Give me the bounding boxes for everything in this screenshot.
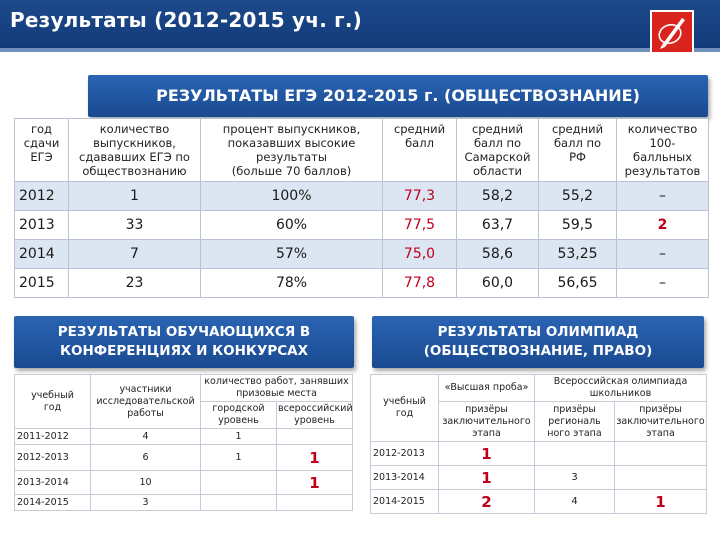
table-row [15, 429, 353, 445]
table-row [15, 182, 709, 211]
table-row [15, 211, 709, 240]
conf-year-cell: 2012-2013 [15, 445, 91, 471]
ege-avg-cell: 77,8 [383, 269, 457, 298]
olymp-year-cell: 2014-2015 [371, 490, 439, 514]
conf-header-works: количество работ, занявших призовые места [201, 375, 353, 402]
ege-year-cell: 2012 [15, 182, 69, 211]
olymp-year-cell: 2013-2014 [371, 466, 439, 490]
olymp-final-cell [615, 466, 707, 490]
conf-russia-cell [277, 495, 353, 511]
conf-russia-cell: 1 [277, 445, 353, 471]
ege-percent-cell: 57% [201, 240, 383, 269]
conf-year-cell: 2011-2012 [15, 429, 91, 445]
olymp-header-year: учебный год [371, 375, 439, 442]
conferences-table [14, 374, 353, 511]
olymp-header-final2: призёры заключительного этапа [615, 402, 707, 442]
conf-russia-cell [277, 429, 353, 445]
ege-header-row [15, 119, 709, 182]
olymp-high-cell: 1 [439, 442, 535, 466]
pen-logo-graphic [652, 12, 692, 52]
table-row [15, 240, 709, 269]
page-title: Результаты (2012-2015 уч. г.) [10, 8, 362, 32]
header-bar [0, 0, 720, 48]
ege-year-cell: 2015 [15, 269, 69, 298]
ege-samara-cell: 60,0 [457, 269, 539, 298]
ege-header-avg-rf: средний балл по РФ [539, 119, 617, 182]
ege-100-cell: – [617, 182, 709, 211]
table-row [15, 445, 353, 471]
ege-count-cell: 33 [69, 211, 201, 240]
header-underline [0, 48, 720, 52]
conf-header-row [15, 375, 353, 402]
olymp-high-cell: 1 [439, 466, 535, 490]
ege-avg-cell: 77,3 [383, 182, 457, 211]
ege-rf-cell: 59,5 [539, 211, 617, 240]
olymp-final-cell: 1 [615, 490, 707, 514]
conf-header-year: учебный год [15, 375, 91, 429]
ege-header-percent: процент выпускников, показавших высокие результаты (больше 70 баллов) [201, 119, 383, 182]
table-row [15, 471, 353, 495]
ege-rf-cell: 56,65 [539, 269, 617, 298]
ege-100-cell: – [617, 240, 709, 269]
olymp-header-final: призёры заключительного этапа [439, 402, 535, 442]
olympiads-banner: РЕЗУЛЬТАТЫ ОЛИМПИАД (ОБЩЕСТВОЗНАНИЕ, ПРАВО) [372, 316, 704, 368]
conf-city-cell [201, 471, 277, 495]
ege-results-table [14, 118, 709, 298]
conf-participants-cell: 6 [91, 445, 201, 471]
conf-header-russia: всероссийский уровень [277, 402, 353, 429]
table-row [371, 466, 707, 490]
conf-header-participants: участники исследовательской работы [91, 375, 201, 429]
ege-rf-cell: 55,2 [539, 182, 617, 211]
olymp-final-cell [615, 442, 707, 466]
table-row [371, 490, 707, 514]
olymp-header-row [371, 375, 707, 402]
olymp-regional-cell: 3 [535, 466, 615, 490]
conf-city-cell [201, 495, 277, 511]
ege-header-count: количество выпускников, сдававших ЕГЭ по обществознанию [69, 119, 201, 182]
conf-city-cell: 1 [201, 445, 277, 471]
ege-percent-cell: 100% [201, 182, 383, 211]
olymp-header-high: «Высшая проба» [439, 375, 535, 402]
ege-100-cell: 2 [617, 211, 709, 240]
conf-participants-cell: 10 [91, 471, 201, 495]
conf-participants-cell: 3 [91, 495, 201, 511]
ege-rf-cell: 53,25 [539, 240, 617, 269]
olymp-high-cell: 2 [439, 490, 535, 514]
ege-header-100: количество 100- балльных результатов [617, 119, 709, 182]
ege-header-avg: средний балл [383, 119, 457, 182]
conf-city-cell: 1 [201, 429, 277, 445]
table-row [371, 442, 707, 466]
olymp-regional-cell [535, 442, 615, 466]
conferences-banner: РЕЗУЛЬТАТЫ ОБУЧАЮЩИХСЯ В КОНФЕРЕНЦИЯХ И КОНКУРСАХ [14, 316, 354, 368]
ege-avg-cell: 75,0 [383, 240, 457, 269]
conf-year-cell: 2014-2015 [15, 495, 91, 511]
olymp-year-cell: 2012-2013 [371, 442, 439, 466]
ege-count-cell: 7 [69, 240, 201, 269]
ege-header-year: год сдачи ЕГЭ [15, 119, 69, 182]
olymp-regional-cell: 4 [535, 490, 615, 514]
ege-year-cell: 2013 [15, 211, 69, 240]
ege-count-cell: 23 [69, 269, 201, 298]
conf-russia-cell: 1 [277, 471, 353, 495]
ege-avg-cell: 77,5 [383, 211, 457, 240]
conf-year-cell: 2013-2014 [15, 471, 91, 495]
ege-samara-cell: 58,2 [457, 182, 539, 211]
ege-results-banner: РЕЗУЛЬТАТЫ ЕГЭ 2012-2015 г. (ОБЩЕСТВОЗНАНИЕ) [88, 75, 708, 117]
conf-participants-cell: 4 [91, 429, 201, 445]
olympiads-table [370, 374, 707, 514]
ege-year-cell: 2014 [15, 240, 69, 269]
table-row [15, 495, 353, 511]
ege-samara-cell: 63,7 [457, 211, 539, 240]
ege-percent-cell: 78% [201, 269, 383, 298]
ege-count-cell: 1 [69, 182, 201, 211]
ege-header-avg-samara: средний балл по Самарской области [457, 119, 539, 182]
olymp-header-allrussia: Всероссийская олимпиада школьников [535, 375, 707, 402]
table-row [15, 269, 709, 298]
olymp-header-regional: призёры региональ ного этапа [535, 402, 615, 442]
ege-percent-cell: 60% [201, 211, 383, 240]
pen-logo-icon [650, 10, 694, 54]
conf-header-city: городской уровень [201, 402, 277, 429]
ege-100-cell: – [617, 269, 709, 298]
ege-samara-cell: 58,6 [457, 240, 539, 269]
